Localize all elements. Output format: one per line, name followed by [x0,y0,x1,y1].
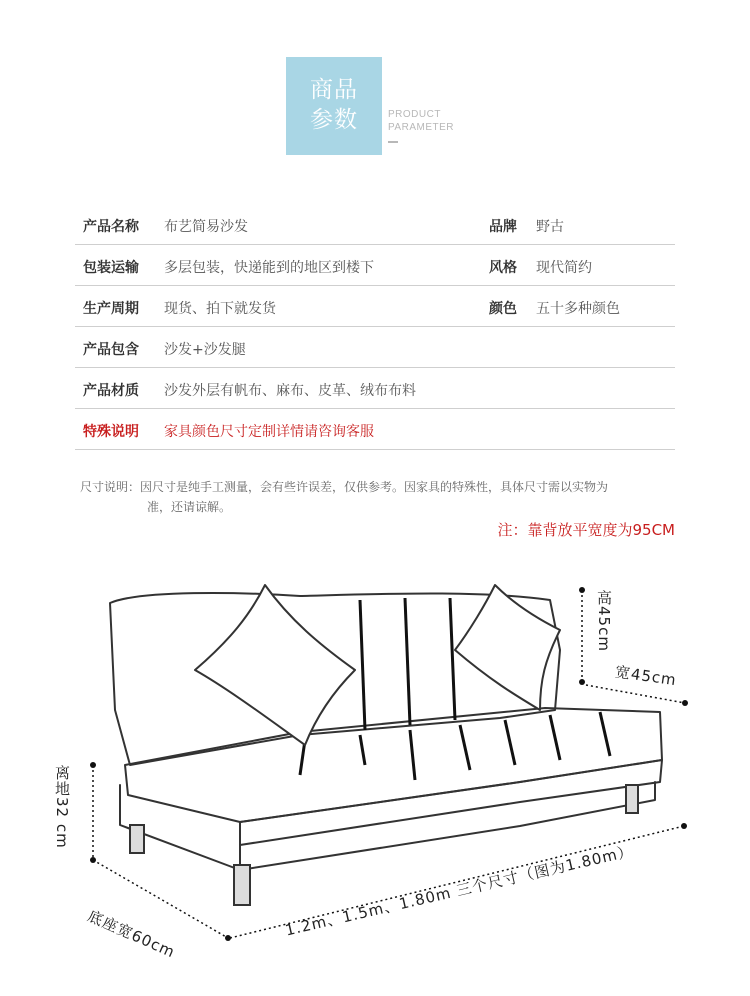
spec-table [75,204,675,450]
spec-value: 沙发外层有帆布、麻布、皮革、绒布布料 [164,383,416,399]
sofa-leg-front [234,865,250,905]
spec-value-right: 野古 [536,219,564,235]
dim-length-label: 1.2m、1.5m、1.80m 三个尺寸（图为1.80m） [283,841,636,940]
spec-value: 布艺简易沙发 [164,219,248,235]
dim-dot [579,587,585,593]
spec-value: 多层包装，快递能到的地区到楼下 [164,260,374,276]
spec-row [75,245,675,286]
back-stripe [360,600,365,730]
back-stripe [450,598,455,720]
seat-stripe [460,725,470,770]
backrest-note: 注：靠背放平宽度为95CM [497,521,675,539]
spec-label: 产品材质 [83,383,139,399]
header-title-line1: 商品 [310,77,358,103]
spec-value-special: 家具颜色尺寸定制详情请咨询客服 [164,424,374,440]
spec-value-right: 五十多种颜色 [536,301,620,317]
sofa-leg-right [626,785,638,813]
left-pillow [195,585,355,745]
spec-label: 生产周期 [83,301,139,317]
header-en-line1: PRODUCT [388,109,441,120]
seat-stripe [360,735,365,765]
spec-label-right: 品牌 [489,219,517,235]
spec-row [75,368,675,409]
dim-dot [90,857,96,863]
header-en-title [388,108,454,134]
seat-stripe [505,720,515,765]
header-divider [388,141,398,143]
header-title-block [286,57,382,155]
seat-top-outline [125,708,662,822]
seat-stripe [600,712,610,756]
seat-stripe [550,715,560,760]
dim-leg-label: 离地32 cm [53,765,71,849]
dim-dot [579,679,585,685]
seat-stripe [410,730,415,780]
spec-label: 产品名称 [83,219,139,235]
size-note [80,477,680,517]
dim-depth-label: 宽45cm [613,662,678,690]
size-note-line1: 尺寸说明：因尺寸是纯手工测量，会有些许误差，仅供参考。因家具的特殊性，具体尺寸需以实物为 [80,480,609,494]
seat-front-outline [240,760,662,845]
spec-label-right: 风格 [489,260,517,276]
dim-dot [681,823,687,829]
spec-value: 沙发+沙发腿 [164,342,246,358]
dim-dot [90,762,96,768]
sofa-leg-left [130,825,144,853]
spec-row [75,204,675,245]
header-en-line2: PARAMETER [388,122,454,133]
spec-row [75,327,675,368]
spec-row-special [75,409,675,450]
spec-label-right: 颜色 [489,301,517,317]
spec-label: 包装运输 [83,260,139,276]
back-stripe [405,598,410,725]
spec-row [75,286,675,327]
right-pillow [455,585,560,710]
sofa-illustration [0,560,750,992]
size-note-line2: 准，还请谅解。 [147,500,232,514]
dim-dot [225,935,231,941]
dim-dot [682,700,688,706]
spec-label-special: 特殊说明 [83,424,139,440]
dim-base-label: 底座宽60cm [84,906,179,962]
dim-height-label: 高45cm [595,590,613,652]
spec-value: 现货、拍下就发货 [164,301,276,317]
spec-value-right: 现代简约 [536,260,592,276]
spec-label: 产品包含 [83,342,139,358]
header-title-line2: 参数 [310,107,358,133]
